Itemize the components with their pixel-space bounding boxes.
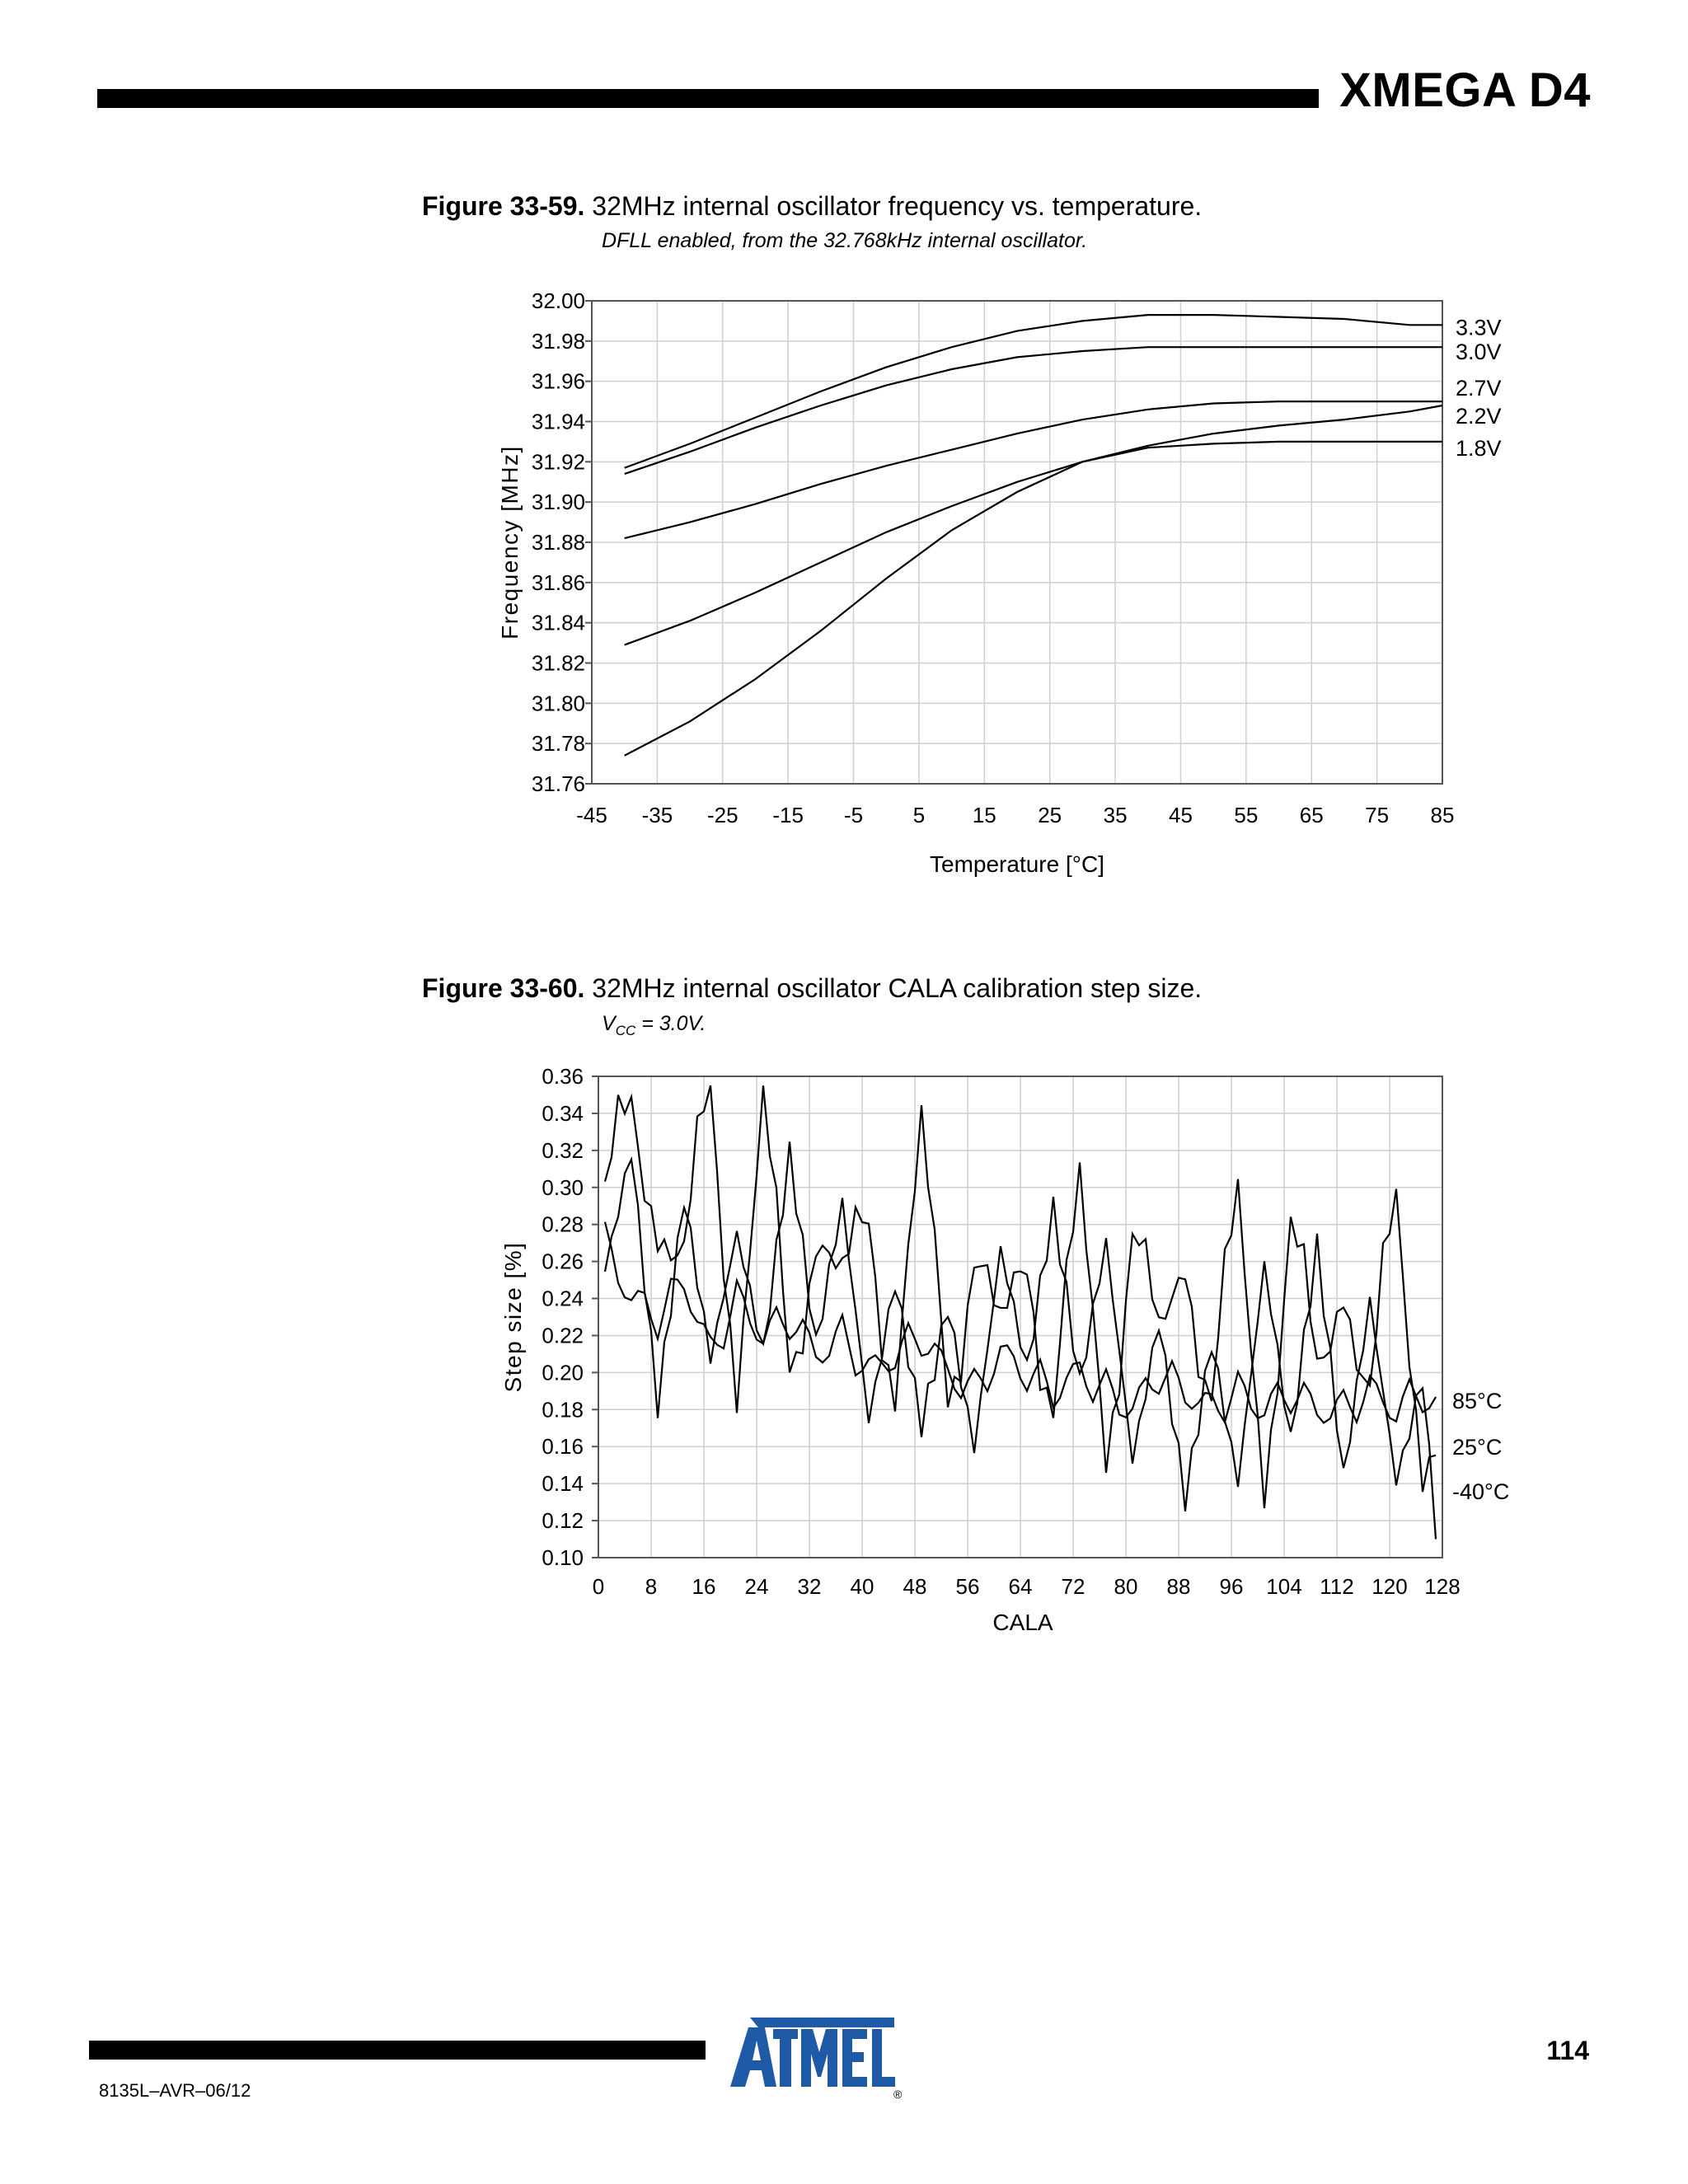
chart1-xtick-label: 5 — [912, 803, 926, 827]
figure-1-subcaption: DFLL enabled, from the 32.768kHz internal oscillator. — [602, 229, 1088, 252]
chart1-ytick-label: 31.92 — [531, 449, 585, 475]
chart2-xtick-label: 72 — [1061, 1574, 1085, 1599]
chart2-ytick-label: 0.18 — [542, 1397, 584, 1422]
chart1-ytick-label: 31.80 — [531, 691, 585, 716]
chart2-xtick-label: 8 — [645, 1574, 658, 1599]
chart2-xtick-label: 48 — [903, 1574, 927, 1599]
chart2-xtick-label: 32 — [797, 1574, 822, 1599]
footer-rule — [89, 2041, 706, 2060]
page-number: 114 — [1546, 2036, 1589, 2065]
chart2-ytick-label: 0.26 — [542, 1249, 584, 1274]
atmel-logo — [725, 2011, 907, 2102]
chart2-xtick-label: 96 — [1219, 1574, 1244, 1599]
chart1-xtick-label: -35 — [641, 803, 673, 827]
chart2-ytick-label: 0.12 — [542, 1508, 584, 1534]
chart1-ytick-label: 31.82 — [531, 650, 585, 676]
chart1-xtick-label: 65 — [1299, 803, 1324, 827]
chart1-series-label: 2.2V — [1456, 404, 1502, 429]
chart2-series-label: -40°C — [1452, 1479, 1510, 1505]
chart1-series-label: 2.7V — [1456, 375, 1502, 401]
chart2-ytick-label: 0.30 — [542, 1174, 584, 1200]
chart1-xtick-label: 55 — [1234, 803, 1259, 827]
figure-2-title: 32MHz internal oscillator CALA calibration step size. — [592, 973, 1203, 1003]
chart1-ytick-label: 31.88 — [531, 530, 585, 555]
chart1-series-label: 1.8V — [1456, 436, 1502, 462]
chart1-xaxis-label: Temperature [°C] — [930, 851, 1104, 877]
figure-2-sub-v: V — [602, 1012, 616, 1035]
chart2-xtick-label: 56 — [955, 1574, 980, 1599]
chart1-xtick-label: 15 — [972, 803, 996, 827]
chart1-xtick-label: 85 — [1430, 803, 1455, 827]
figure-2-sub-cc: CC — [615, 1023, 636, 1038]
chart2-xtick-label: 88 — [1166, 1574, 1191, 1599]
svg-text:®: ® — [893, 2088, 903, 2101]
chart2-ytick-label: 0.34 — [542, 1100, 584, 1126]
chart2-xaxis-label: CALA — [992, 1610, 1053, 1635]
chart1-ytick-label: 31.98 — [531, 328, 585, 354]
chart2-xtick-label: 112 — [1320, 1574, 1354, 1599]
chart2-xtick-label: 128 — [1424, 1574, 1461, 1599]
chart1-series-label: 3.0V — [1456, 340, 1502, 365]
chart1-ytick-label: 32.00 — [531, 288, 585, 313]
chart2-ytick-label: 0.28 — [542, 1212, 584, 1237]
document-title: XMEGA D4 — [1339, 63, 1591, 117]
chart1-xtick-label: -45 — [576, 803, 607, 827]
chart2-xtick-label: 64 — [1008, 1574, 1033, 1599]
chart1-series-line — [625, 315, 1442, 468]
document-code: 8135L–AVR–06/12 — [99, 2080, 251, 2101]
chart2-xtick-label: 120 — [1372, 1574, 1408, 1599]
chart1-xtick-label: -5 — [843, 803, 864, 827]
chart2-xtick-label: 24 — [744, 1574, 769, 1599]
figure-2-sub-rest: = 3.0V. — [635, 1012, 706, 1035]
chart1-xtick-label: 35 — [1103, 803, 1128, 827]
figure-2-number: Figure 33-60. — [422, 973, 585, 1003]
chart2-ytick-label: 0.36 — [542, 1064, 584, 1089]
chart2-ytick-label: 0.10 — [542, 1545, 584, 1570]
chart2-series-label: 25°C — [1452, 1435, 1503, 1460]
chart1-series-line — [625, 442, 1442, 756]
chart1-ytick-label: 31.94 — [531, 409, 585, 434]
chart2-yaxis-label: Step size [%] — [500, 1241, 526, 1393]
chart1-ytick-label: 31.84 — [531, 610, 585, 635]
chart1-series-line — [625, 347, 1442, 474]
chart2-xtick-label: 16 — [692, 1574, 716, 1599]
chart2-series-label: 85°C — [1452, 1389, 1503, 1414]
chart2-ytick-label: 0.32 — [542, 1137, 584, 1163]
chart1-ytick-label: 31.78 — [531, 731, 585, 757]
chart1-xtick-label: -25 — [706, 803, 738, 827]
chart2-ytick-label: 0.24 — [542, 1286, 584, 1311]
chart2-xtick-label: 104 — [1266, 1574, 1302, 1599]
chart1-yaxis-label: Frequency [MHz] — [497, 445, 523, 640]
chart1-ytick-label: 31.96 — [531, 368, 585, 394]
chart1-ytick-label: 31.90 — [531, 490, 585, 515]
figure-1-number: Figure 33-59. — [422, 191, 585, 221]
chart1-ytick-label: 31.86 — [531, 569, 585, 595]
chart1-xtick-label: -15 — [772, 803, 804, 827]
chart1-xtick-label: 25 — [1038, 803, 1062, 827]
chart1-xtick-label: 45 — [1169, 803, 1193, 827]
chart2-ytick-label: 0.14 — [542, 1471, 584, 1497]
chart1-xtick-label: 75 — [1365, 803, 1390, 827]
chart2-xtick-label: 40 — [850, 1574, 874, 1599]
chart2-ytick-label: 0.20 — [542, 1360, 584, 1385]
chart2-xtick-label: 80 — [1114, 1574, 1138, 1599]
chart2-ytick-label: 0.22 — [542, 1323, 584, 1348]
chart1-ytick-label: 31.76 — [531, 771, 585, 796]
chart2-xtick-label: 0 — [592, 1574, 605, 1599]
chart1-series-label: 3.3V — [1456, 315, 1502, 340]
figure-1-title: 32MHz internal oscillator frequency vs. temperature. — [592, 191, 1203, 221]
chart2-ytick-label: 0.16 — [542, 1434, 584, 1460]
